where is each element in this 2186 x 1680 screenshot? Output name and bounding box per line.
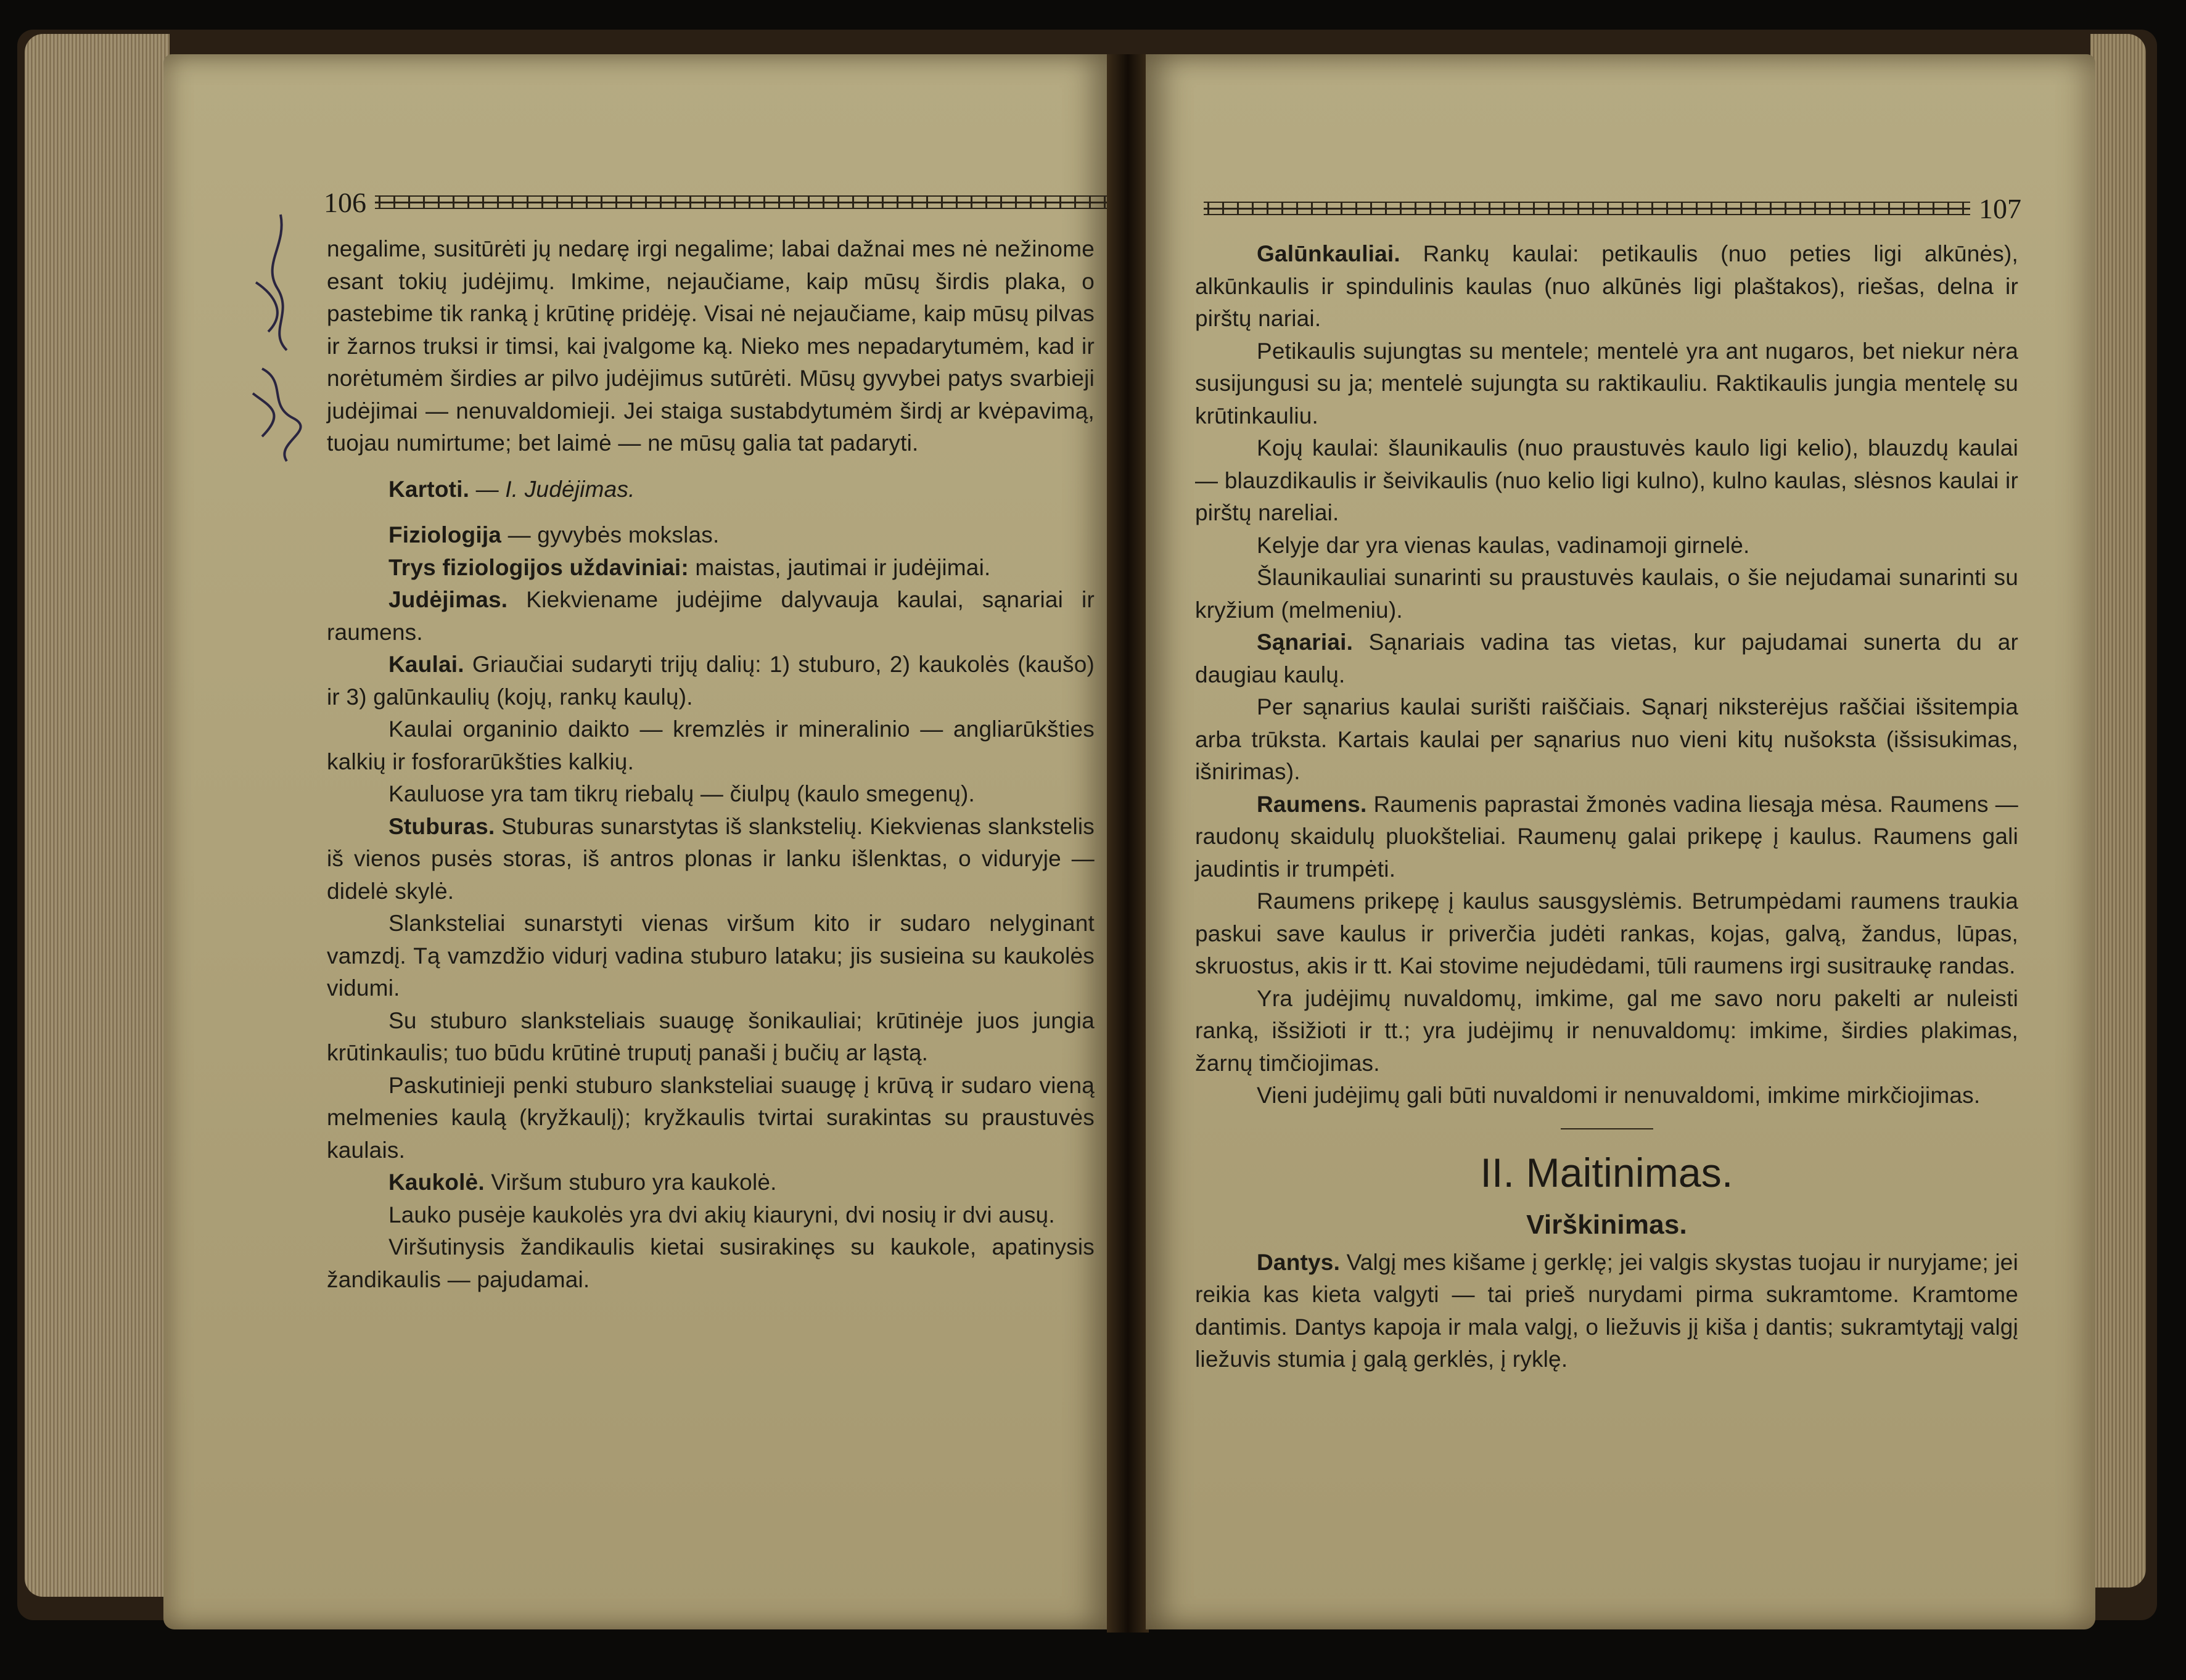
paragraph bbox=[327, 1005, 1095, 1070]
right-page-header bbox=[1195, 184, 2021, 233]
paragraph bbox=[327, 584, 1095, 649]
paragraph-heading: Kartoti. bbox=[388, 476, 470, 502]
paragraph-text: Vieni judėjimų gali būti nuvaldomi ir nenuvaldomi, imkime mirkčiojimas. bbox=[1257, 1083, 1981, 1108]
paragraph-text: Kauluose yra tam tikrų riebalų — čiulpų (kaulo smegenų). bbox=[388, 781, 976, 806]
paragraph bbox=[1195, 983, 2018, 1080]
paragraph-text: Rankų kaulai: petikaulis (nuo peties ligi alkūnės), alkūnkaulis ir spindulinis kaulas (nuo alkūnės ligi plaštakos), riešas, delna ir pirštų nariai. bbox=[1195, 241, 2018, 331]
paragraph bbox=[327, 552, 1095, 584]
paragraph bbox=[1195, 789, 2018, 886]
paragraph-heading: Judėjimas. bbox=[388, 587, 508, 612]
paragraph bbox=[327, 649, 1095, 713]
paragraph-text: Kaulai organinio daikto — kremzlės ir mineralinio — angliarūkšties kalkių ir fosforarūkšties kalkių. bbox=[327, 716, 1095, 774]
paragraph-text: Raumens prikepę į kaulus sausgyslėmis. Betrumpėdami raumens traukia paskui save kaulus ir priverčia judėti rankas, kojas, galvą, žandus, lūpas, skruostus, akis ir tt. Kai stovime nejudėdami, tūli raumens irgi susitraukę randas. bbox=[1195, 888, 2018, 978]
paragraph bbox=[327, 1070, 1095, 1167]
paragraph bbox=[327, 713, 1095, 778]
paragraph-heading: Kaukolė. bbox=[388, 1170, 485, 1195]
paragraph-heading: Trys fiziologijos uždaviniai: bbox=[388, 554, 689, 580]
paragraph-text: Slanksteliai sunarstyti vienas viršum kito ir sudaro nelyginant vamzdį. Tą vamzdžio vidurį vadina stuburo lataku; jis susieina su kaukolės vidumi. bbox=[327, 911, 1095, 1001]
paragraph bbox=[327, 519, 1095, 552]
paragraph-heading: Fiziologija bbox=[388, 522, 502, 547]
left-page-header bbox=[324, 178, 1110, 227]
paragraph bbox=[327, 778, 1095, 811]
paragraph bbox=[327, 908, 1095, 1005]
paragraph-text: Kiekviename judėjime dalyvauja kaulai, sąnariai ir raumens. bbox=[327, 587, 1095, 645]
paragraph-text: Su stuburo slanksteliais suaugę šonikauliai; krūtinėje juos jungia krūtinkaulis; tuo būdu krūtinė truputį panaši į bučių ar ląstą. bbox=[327, 1007, 1095, 1065]
paragraph bbox=[327, 811, 1095, 908]
paragraph bbox=[1195, 530, 2018, 562]
section-divider bbox=[1561, 1128, 1653, 1129]
paragraph-text: — gyvybės mokslas. bbox=[501, 522, 720, 547]
paragraph bbox=[1195, 238, 2018, 335]
right-page bbox=[1146, 54, 2095, 1629]
paragraph-heading: Kaulai. bbox=[388, 652, 464, 677]
paragraph bbox=[327, 233, 1095, 460]
paragraph bbox=[1195, 335, 2018, 433]
page-number-left: 106 bbox=[324, 186, 366, 218]
paragraph-text: Šlaunikauliai sunarinti su praustuvės kaulais, o šie nejudamai sunarinti su kryžium (melmeniu). bbox=[1195, 565, 2018, 623]
paragraph-text: Petikaulis sujungtas su mentele; mentelė yra ant nugaros, bet niekur nėra susijungusi su ja; mentelė sujungta su raktikauliu. Raktikaulis jungia mentelę su krūtinkauliu. bbox=[1195, 338, 2018, 428]
paragraph bbox=[1195, 1080, 2018, 1112]
book-gutter bbox=[1107, 54, 1149, 1633]
left-page bbox=[163, 54, 1110, 1629]
paragraph bbox=[327, 473, 1095, 506]
right-page-edges bbox=[2090, 34, 2146, 1588]
paragraph-text: Viršutinysis žandikaulis kietai susirakinęs su kaukole, apatinysis žandikaulis — pajudamai. bbox=[327, 1234, 1095, 1292]
paragraph bbox=[1195, 562, 2018, 626]
paragraph bbox=[1195, 1247, 2018, 1376]
section-title: Virškinimas. bbox=[1526, 1209, 1687, 1240]
paragraph-text: Paskutinieji penki stuburo slanksteliai suaugę į krūvą ir sudaro vieną melmenies kaulą (kryžkaulį); kryžkaulis tvirtai surakintas su praustuvės kaulais. bbox=[327, 1072, 1095, 1163]
paragraph bbox=[1195, 432, 2018, 530]
paragraph-text: maistas, jautimai ir judėjimai. bbox=[688, 554, 991, 580]
paragraph-heading: Raumens. bbox=[1257, 791, 1367, 817]
paragraph bbox=[1195, 691, 2018, 789]
paragraph-text: Griaučiai sudaryti trijų dalių: 1) stuburo, 2) kaukolės (kaušo) ir 3) galūnkaulių (kojų, rankų kaulų). bbox=[327, 652, 1095, 710]
paragraph bbox=[327, 1166, 1095, 1199]
paragraph-text: Sąnariais vadina tas vietas, kur pajudamai sunerta du ar daugiau kaulų. bbox=[1195, 629, 2018, 687]
paragraph-heading: Dantys. bbox=[1257, 1249, 1341, 1275]
paragraph-text: Per sąnarius kaulai surišti raiščiais. Sąnarį niksterėjus raščiai išsitempia arba trūksta. Kartais kaulai per sąnarius nuo vieni kitų nušoksta (išsisukimas, išnirimas). bbox=[1195, 694, 2018, 784]
paragraph bbox=[327, 1231, 1095, 1296]
page-number-right: 107 bbox=[1979, 192, 2021, 224]
header-ornament-left bbox=[375, 195, 1110, 209]
paragraph-text: Kojų kaulai: šlaunikaulis (nuo praustuvės kaulo ligi kelio), blauzdų kaulai — blauzdikaulis ir šeivikaulis (nuo kelio ligi kulno), kulno kaulas, slėsnos kaulai ir pirštų nareliai. bbox=[1195, 435, 2018, 525]
paragraph-text: Lauko pusėje kaukolės yra dvi akių kiauryni, dvi nosių ir dvi ausų. bbox=[388, 1202, 1055, 1227]
left-page-body bbox=[327, 233, 1095, 1296]
paragraph-heading: Stuburas. bbox=[388, 813, 495, 839]
paragraph-text: Valgį mes kišame į gerklę; jei valgis skystas tuojau ir nuryjame; jei reikia kas kieta valgyti — tai prieš nurydami pirma sukramtome. Kramtome dantimis. Dantys kapoja ir mala valgį, o liežuvis jį kiša į dantis; sukramtytąjį valgį liežuvis stumia į galą gerklės, į ryklę. bbox=[1195, 1249, 2018, 1372]
paragraph-text: — bbox=[469, 476, 506, 502]
left-page-edges bbox=[25, 34, 170, 1597]
paragraph bbox=[327, 1199, 1095, 1232]
paragraph-text: Stuburas sunarstytas iš slankstelių. Kiekvienas slankstelis iš vienos pusės storas, iš antros plonas ir lanku išlenktas, o viduryje — didelė skylė. bbox=[327, 813, 1095, 904]
paragraph-heading: Sąnariai. bbox=[1257, 629, 1354, 655]
paragraph-text: Viršum stuburo yra kaukolė. bbox=[484, 1170, 777, 1195]
paragraph-italic: I. Judėjimas. bbox=[505, 476, 635, 502]
paragraph-text: Raumenis paprastai žmonės vadina liesąja mėsa. Raumens — raudonų skaidulų pluokšteliai. Raumenų galai prikepę į kaulus. Raumens gali jaudintis ir trumpėti. bbox=[1195, 791, 2018, 882]
paragraph-heading: Galūnkauliai. bbox=[1257, 241, 1400, 266]
paragraph-text: negalime, susitūrėti jų nedarę irgi negalime; labai dažnai mes nė nežinome esant tokių judėjimų. Imkime, nejaučiame, kaip mūsų širdis plaka, o pastebime tik ranką į krūtinę pridėję. Visai nė nejaučiame, kaip mūsų pilvas ir žarnos truksi ir timsi, kai įvalgome ką. Nieko mes nepadarytumėm, kad ir norėtumėm širdies ar pilvo judėjimus sutūrėti. Mūsų gyvybei patys svarbieji judėjimai — nenuvaldomieji. Jei staiga sustabdytumėm širdį ar kvėpavimą, tuojau numirtume; bet laimė — ne mūsų galia tat padaryti. bbox=[327, 236, 1095, 456]
paragraph-text: Yra judėjimų nuvaldomų, imkime, gal me savo noru pakelti ar nuleisti ranką, išsižioti ir tt.; yra judėjimų ir nenuvaldomų: imkime, širdies plakimas, žarnų timčiojimas. bbox=[1195, 985, 2018, 1076]
paragraph bbox=[1195, 626, 2018, 691]
paragraph-text: Kelyje dar yra vienas kaulas, vadinamoji girnelė. bbox=[1257, 532, 1750, 558]
right-page-body bbox=[1195, 238, 2018, 1376]
header-ornament-right bbox=[1204, 202, 1970, 215]
chapter-title: II. Maitinimas. bbox=[1480, 1149, 1733, 1195]
paragraph bbox=[1195, 885, 2018, 983]
handwritten-signature bbox=[244, 208, 311, 467]
